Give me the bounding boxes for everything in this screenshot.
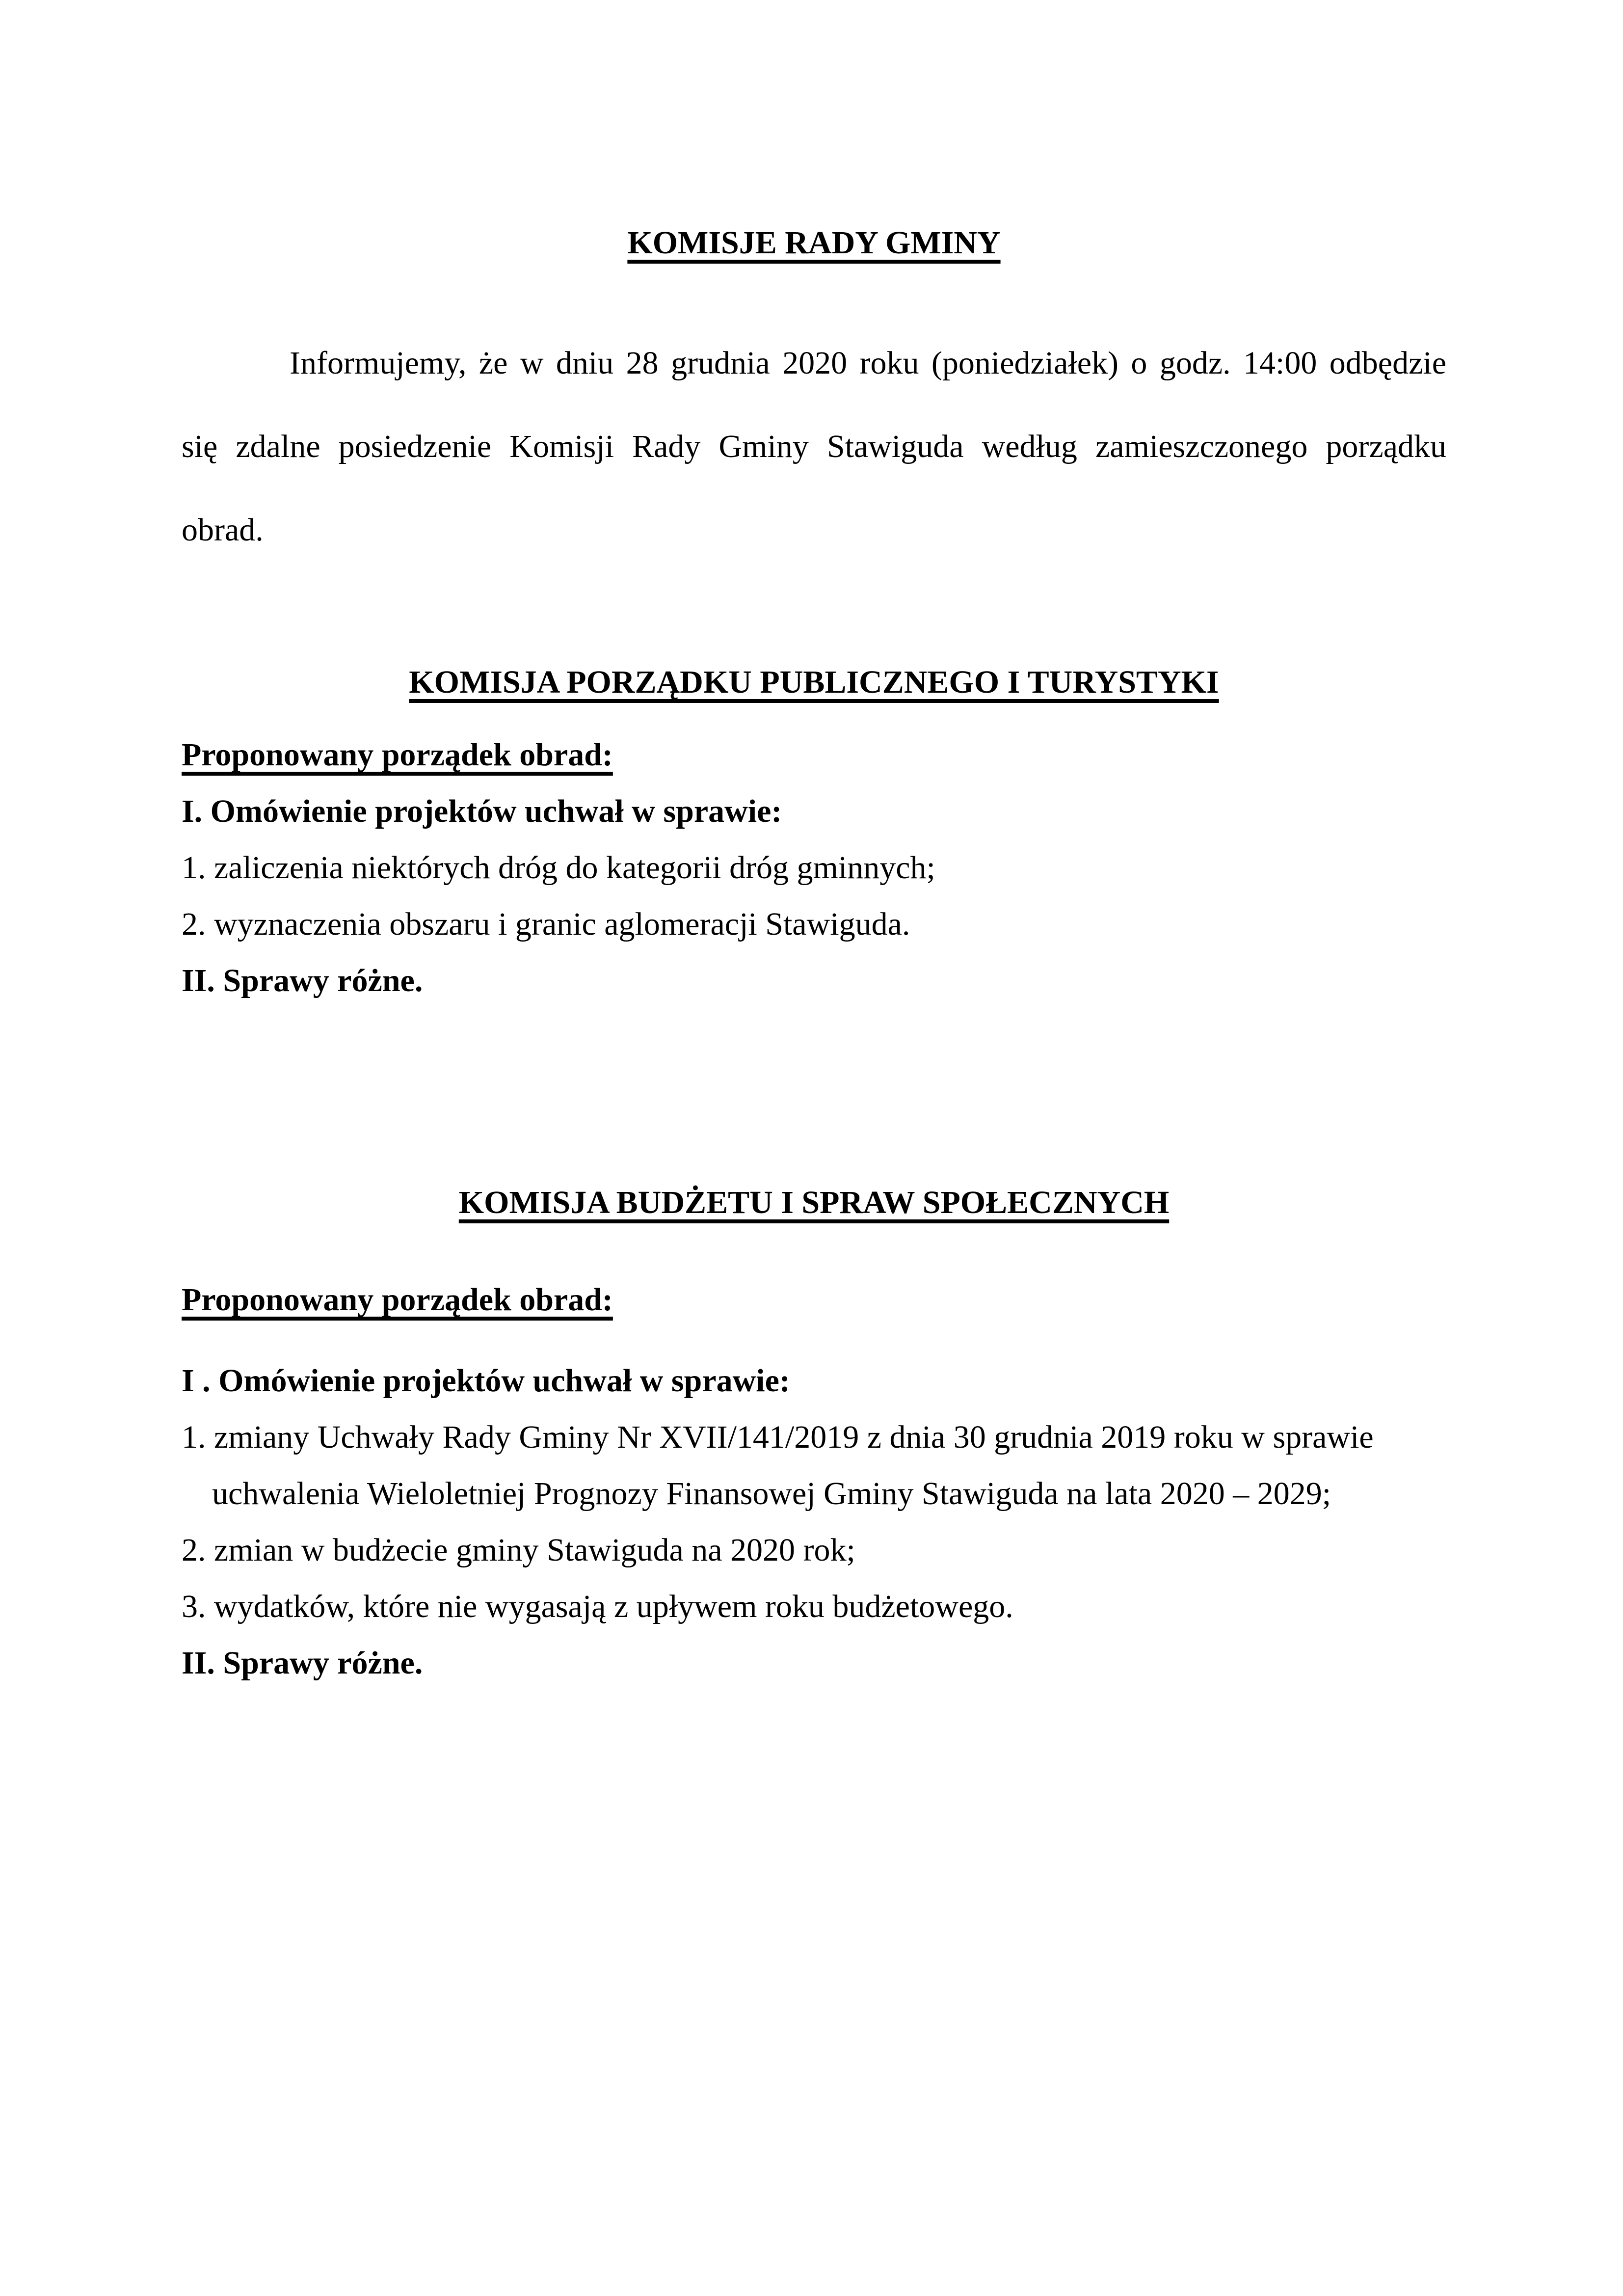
document-title [182, 223, 1446, 263]
agenda-item: 1. zaliczenia niektórych dróg do kategorii dróg gminnych; [182, 850, 935, 886]
agenda-label [182, 727, 1446, 783]
intro-line: obrad. [182, 512, 264, 548]
agenda-label-text: Proponowany porządek obrad: [182, 737, 613, 773]
agenda-item: 3. wydatków, które nie wygasają z upływem roku budżetowego. [182, 1589, 1013, 1624]
agenda-item-continuation: uchwalenia Wieloletniej Prognozy Finansowej Gminy Stawiguda na lata 2020 – 2029; [212, 1476, 1331, 1512]
agenda-item: II. Sprawy różne. [182, 1645, 423, 1681]
section-heading [182, 1183, 1446, 1222]
agenda-label-text: Proponowany porządek obrad: [182, 1282, 613, 1318]
agenda-label [182, 1271, 1446, 1328]
intro-paragraph [182, 322, 1446, 572]
agenda-item: 2. wyznaczenia obszaru i granic aglomeracji Stawiguda. [182, 906, 910, 942]
agenda-item: I . Omówienie projektów uchwał w sprawie: [182, 1363, 790, 1399]
section-komisja-porzadku-publicznego [182, 663, 1446, 1009]
agenda-item: II. Sprawy różne. [182, 963, 423, 999]
intro-line: się zdalne posiedzenie Komisji Rady Gminy Stawiguda według zamieszczonego porządku [182, 429, 1446, 464]
agenda-item: 2. zmian w budżecie gminy Stawiguda na 2020 rok; [182, 1532, 855, 1568]
agenda-item: 1. zmiany Uchwały Rady Gminy Nr XVII/141/2019 z dnia 30 grudnia 2019 roku w sprawie [182, 1419, 1374, 1455]
section-komisja-budzetu [182, 1183, 1446, 1691]
agenda-item: I. Omówienie projektów uchwał w sprawie: [182, 793, 782, 829]
section-heading [182, 663, 1446, 702]
intro-line: Informujemy, że w dniu 28 grudnia 2020 roku (poniedziałek) o godz. 14:00 odbędzie [290, 345, 1446, 381]
section-heading-text: KOMISJA PORZĄDKU PUBLICZNEGO I TURYSTYKI [409, 664, 1219, 700]
section-heading-text: KOMISJA BUDŻETU I SPRAW SPOŁECZNYCH [458, 1185, 1170, 1220]
document-title-text: KOMISJE RADY GMINY [627, 225, 1001, 261]
